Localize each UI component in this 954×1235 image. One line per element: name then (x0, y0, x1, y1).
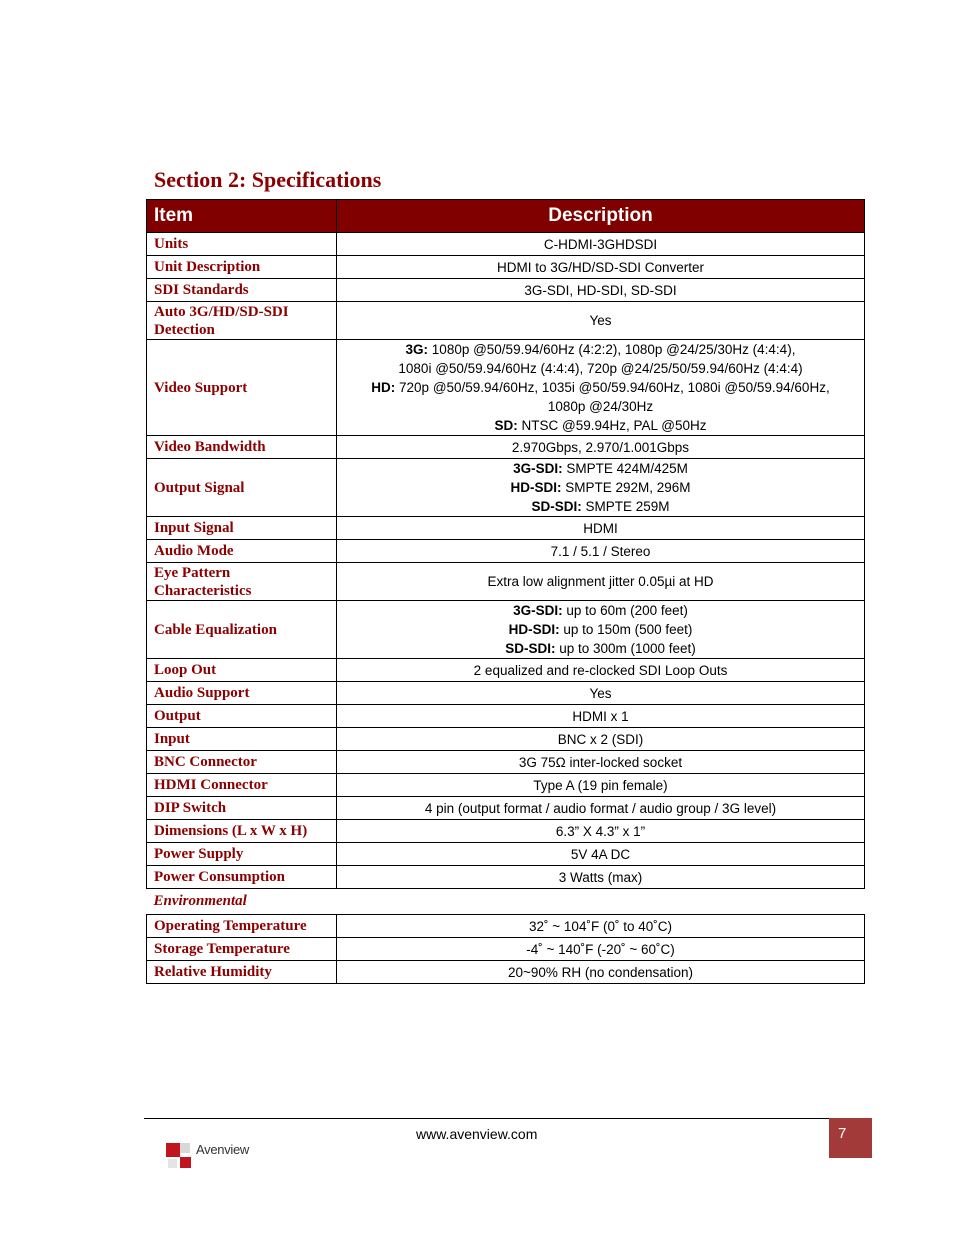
description-cell (337, 601, 865, 659)
description-cell (337, 843, 865, 866)
item-cell: Output (147, 705, 337, 728)
item-cell: Output Signal (147, 459, 337, 517)
description-text: Yes (589, 313, 612, 328)
description-line (344, 519, 857, 538)
table-row (147, 866, 865, 889)
logo-square-red (166, 1143, 180, 1157)
item-cell: Loop Out (147, 659, 337, 682)
description-line (344, 359, 857, 378)
description-line (344, 416, 857, 435)
description-cell (337, 915, 865, 938)
description-line (344, 601, 857, 620)
description-cell (337, 233, 865, 256)
description-cell (337, 797, 865, 820)
description-label: SD: (494, 418, 518, 433)
item-cell: BNC Connector (147, 751, 337, 774)
description-text: 5V 4A DC (570, 846, 631, 862)
table-row (147, 517, 865, 540)
item-cell: Power Supply (147, 843, 337, 866)
description-line (344, 459, 857, 478)
description-text: up to 60m (200 feet) (562, 603, 688, 618)
description-cell (337, 436, 865, 459)
item-cell: Relative Humidity (147, 961, 337, 984)
table-row (147, 915, 865, 938)
specifications-table (146, 199, 865, 984)
item-cell: Audio Support (147, 682, 337, 705)
item-cell: Storage Temperature (147, 938, 337, 961)
description-text: SMPTE 259M (581, 499, 670, 514)
item-cell: Auto 3G/HD/SD-SDI Detection (147, 302, 337, 340)
description-line (344, 661, 857, 680)
description-label: HD: (371, 380, 396, 395)
item-cell: Eye Pattern Characteristics (147, 563, 337, 601)
table-row (147, 774, 865, 797)
description-line (344, 799, 857, 818)
description-label: HD-SDI: (508, 622, 560, 637)
description-text: Type A (19 pin female) (533, 777, 668, 793)
description-line (344, 438, 857, 457)
table-row (147, 233, 865, 256)
description-line (344, 258, 857, 277)
description-text: SMPTE 292M, 296M (561, 480, 691, 495)
description-label: 3G-SDI: (513, 461, 563, 476)
table-row (147, 938, 865, 961)
description-line (344, 542, 857, 561)
description-line (344, 235, 857, 254)
description-line (344, 845, 857, 864)
description-cell (337, 866, 865, 889)
item-cell: Power Consumption (147, 866, 337, 889)
description-label: 3G: (405, 342, 429, 357)
logo-square-grey (180, 1143, 190, 1153)
description-line (344, 684, 857, 703)
description-text: Extra low alignment jitter 0.05µi at HD (487, 574, 714, 589)
page-number: 7 (838, 1125, 847, 1142)
description-cell (337, 820, 865, 843)
description-cell (337, 774, 865, 797)
table-row (147, 436, 865, 459)
description-text: 1080i @50/59.94/60Hz (4:4:4), 720p @24/25/50/59.94/60Hz (4:4:4) (398, 361, 803, 376)
table-row (147, 705, 865, 728)
description-text: 3G 75Ω inter-locked socket (518, 754, 683, 770)
description-cell (337, 705, 865, 728)
description-cell (337, 459, 865, 517)
item-cell: SDI Standards (147, 279, 337, 302)
item-cell: Unit Description (147, 256, 337, 279)
description-text: C-HDMI-3GHDSDI (543, 236, 658, 252)
description-text: BNC x 2 (SDI) (557, 731, 644, 747)
description-text: NTSC @59.94Hz, PAL @50Hz (517, 418, 707, 433)
item-cell: Units (147, 233, 337, 256)
description-label: 3G-SDI: (513, 603, 563, 618)
description-cell (337, 563, 865, 601)
description-cell (337, 938, 865, 961)
table-row (147, 682, 865, 705)
description-label: HD-SDI: (510, 480, 562, 495)
description-text: 2 equalized and re-clocked SDI Loop Outs (473, 662, 728, 678)
description-text: HDMI x 1 (572, 708, 629, 724)
description-text: SMPTE 424M/425M (562, 461, 688, 476)
description-line (344, 707, 857, 726)
description-cell (337, 682, 865, 705)
table-row (147, 563, 865, 601)
description-line (344, 378, 857, 397)
table-row (147, 751, 865, 774)
item-cell: Operating Temperature (147, 915, 337, 938)
table-row (147, 340, 865, 436)
description-line (344, 753, 857, 772)
table-row (147, 820, 865, 843)
description-column-header: Description (337, 200, 865, 233)
description-text: 32˚ ~ 104˚F (0˚ to 40˚C) (529, 918, 672, 934)
description-line (344, 340, 857, 359)
description-line (344, 281, 857, 300)
table-row (147, 797, 865, 820)
description-text: 3 Watts (max) (558, 869, 643, 885)
table-row (147, 843, 865, 866)
logo-square-grey-small (168, 1159, 177, 1168)
description-cell (337, 751, 865, 774)
item-cell: Dimensions (L x W x H) (147, 820, 337, 843)
table-row (147, 601, 865, 659)
description-text: -4˚ ~ 140˚F (-20˚ ~ 60˚C) (526, 941, 675, 957)
logo-square-red-small (180, 1157, 191, 1168)
logo-text: Avenview (196, 1142, 250, 1157)
item-cell: Input Signal (147, 517, 337, 540)
table-row (147, 279, 865, 302)
description-text: 20~90% RH (no condensation) (508, 964, 693, 980)
description-line (344, 620, 857, 639)
item-cell: Audio Mode (147, 540, 337, 563)
description-label: SD-SDI: (531, 499, 582, 514)
description-text: 1080p @50/59.94/60Hz (4:2:2), 1080p @24/25/30Hz (4:4:4), (428, 342, 796, 357)
description-text: HDMI (583, 520, 618, 536)
description-text: up to 300m (1000 feet) (555, 641, 696, 656)
footer-divider (144, 1118, 829, 1119)
table-row (147, 256, 865, 279)
description-cell (337, 728, 865, 751)
environmental-row (147, 889, 865, 915)
description-text: HDMI to 3G/HD/SD-SDI Converter (496, 259, 705, 275)
description-line (344, 776, 857, 795)
footer-url[interactable]: www.avenview.com (416, 1126, 538, 1142)
description-line (344, 572, 857, 591)
description-text: 7.1 / 5.1 / Stereo (550, 543, 651, 559)
item-cell: Video Support (147, 340, 337, 436)
description-text: Yes (589, 685, 612, 701)
description-text: 2.970Gbps, 2.970/1.001Gbps (511, 439, 690, 455)
section-title: Section 2: Specifications (154, 167, 382, 192)
table-row (147, 302, 865, 340)
description-cell (337, 540, 865, 563)
description-cell (337, 302, 865, 340)
description-text: 6.3” X 4.3” x 1” (555, 823, 646, 839)
table-row (147, 459, 865, 517)
description-text: 720p @50/59.94/60Hz, 1035i @50/59.94/60Hz, 1080i @50/59.94/60Hz, (395, 380, 830, 395)
description-line (344, 730, 857, 749)
table-row (147, 961, 865, 984)
description-cell (337, 340, 865, 436)
description-line (344, 917, 857, 936)
description-line (344, 963, 857, 982)
description-cell (337, 256, 865, 279)
description-line (344, 822, 857, 841)
description-line (344, 639, 857, 658)
item-cell: HDMI Connector (147, 774, 337, 797)
table-row (147, 728, 865, 751)
table-row (147, 659, 865, 682)
item-cell: Video Bandwidth (147, 436, 337, 459)
description-line (344, 311, 857, 330)
description-line (344, 478, 857, 497)
description-cell (337, 659, 865, 682)
description-cell (337, 961, 865, 984)
description-line (344, 868, 857, 887)
description-text: 1080p @24/30Hz (547, 399, 654, 414)
description-cell (337, 517, 865, 540)
table-body (147, 233, 865, 984)
description-text: up to 150m (500 feet) (559, 622, 693, 637)
description-label: SD-SDI: (505, 641, 556, 656)
description-line (344, 497, 857, 516)
item-cell: DIP Switch (147, 797, 337, 820)
description-text: 4 pin (output format / audio format / audio group / 3G level) (424, 800, 777, 816)
description-line (344, 940, 857, 959)
page-number-box (829, 1118, 872, 1158)
item-cell: Cable Equalization (147, 601, 337, 659)
description-line (344, 397, 857, 416)
table-row (147, 540, 865, 563)
description-text: 3G-SDI, HD-SDI, SD-SDI (524, 282, 677, 298)
description-cell (337, 279, 865, 302)
item-column-header: Item (147, 200, 337, 233)
item-cell: Input (147, 728, 337, 751)
avenview-logo (162, 1138, 272, 1180)
environmental-label: Environmental (147, 889, 865, 915)
table-header-row (147, 200, 865, 233)
